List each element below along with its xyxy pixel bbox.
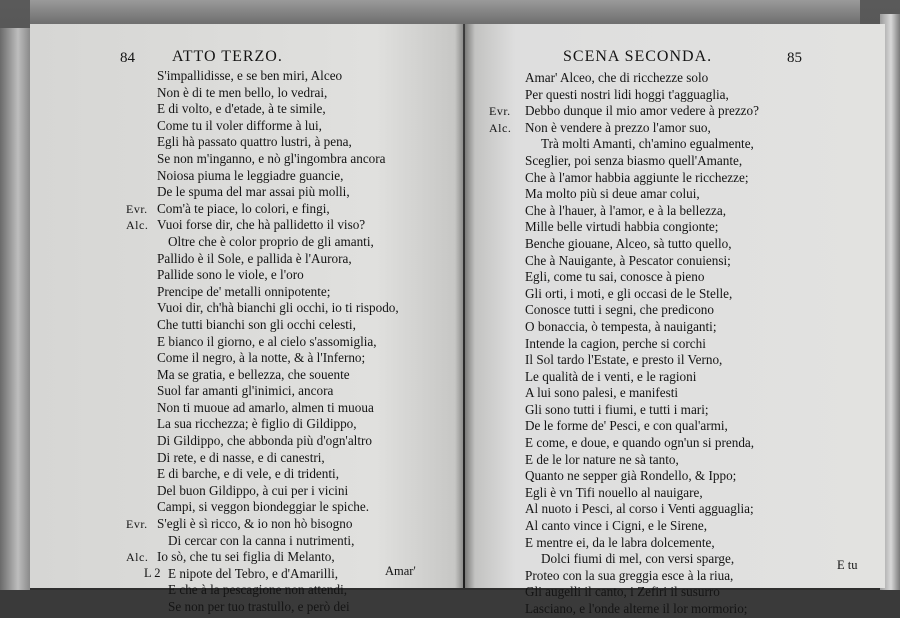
verse-text: Di Gildippo, che abbonda più d'ogn'altro xyxy=(157,433,372,449)
speaker-label: Alc. xyxy=(126,550,149,565)
text-line xyxy=(30,118,463,135)
text-line xyxy=(465,584,885,601)
text-line xyxy=(30,499,463,516)
text-line xyxy=(30,184,463,201)
verse-text: Pallido è il Sole, e pallida è l'Aurora, xyxy=(157,250,352,266)
verse-text: Al nuoto i Pesci, al corso i Venti agguaglia; xyxy=(525,501,754,517)
page-number: 85 xyxy=(787,50,802,66)
verse-text: Prencipe de' metalli onnipotente; xyxy=(157,283,331,299)
speaker-label: Evr. xyxy=(126,201,148,216)
verse-text: Gli sono tutti i fiumi, e tutti i mari; xyxy=(525,401,709,417)
left-page xyxy=(30,24,463,614)
verse-text: Per questi nostri lidi hoggi t'agguaglia, xyxy=(525,86,729,102)
text-line xyxy=(30,251,463,268)
text-line xyxy=(30,217,463,234)
verse-text: Di rete, e di nasse, e di canestri, xyxy=(157,449,325,465)
running-head: SCENA SECONDA. xyxy=(563,48,713,65)
running-head: ATTO TERZO. xyxy=(172,48,283,65)
text-line xyxy=(30,483,463,500)
text-line xyxy=(465,501,885,518)
verse-text: Che à l'amor habbia aggiunte le ricchezze; xyxy=(525,169,749,185)
text-line xyxy=(30,433,463,450)
verse-text: E di barche, e di vele, e di tridenti, xyxy=(157,466,339,482)
verse-text: Gli augelli il canto, i Zefiri il susurro xyxy=(525,584,720,600)
verse-text: E nipote del Tebro, e d'Amarilli, xyxy=(168,565,339,581)
text-line xyxy=(465,535,885,552)
verse-text: Il Sol tardo l'Estate, e presto il Verno, xyxy=(525,352,723,368)
verse-text: E de le lor nature ne sà tanto, xyxy=(525,451,679,467)
text-line xyxy=(465,468,885,485)
text-line xyxy=(465,485,885,502)
verse-text: Proteo con la sua greggia esce à la riua, xyxy=(525,567,734,583)
verse-text: Di cercar con la canna i nutrimenti, xyxy=(168,532,355,548)
text-line xyxy=(465,70,885,87)
verse-text: Campi, si veggon biondeggiar le spiche. xyxy=(157,499,370,515)
text-line xyxy=(465,219,885,236)
verse-text: E di volto, e d'etade, à te simile, xyxy=(157,101,326,117)
verse-text: Suol far amanti gl'inimici, ancora xyxy=(157,383,334,399)
text-line xyxy=(30,234,463,251)
book-gutter xyxy=(455,24,475,588)
verse-text: Egli è vn Tifi nouello al nauigare, xyxy=(525,484,703,500)
verse-text: Debbo dunque il mio amor vedere à prezzo? xyxy=(525,103,759,119)
book-cover-left xyxy=(0,28,30,590)
verse-text: Che tutti bianchi son gli occhi celesti, xyxy=(157,316,356,332)
speaker-label: Evr. xyxy=(126,517,148,532)
verse-text: Benche giouane, Alceo, sà tutto quello, xyxy=(525,235,732,251)
page-number: 84 xyxy=(120,50,135,66)
text-block xyxy=(30,68,463,616)
text-line xyxy=(30,300,463,317)
verse-text: Se non per tuo trastullo, e però dei xyxy=(168,599,350,614)
text-line xyxy=(465,601,885,618)
text-line xyxy=(30,134,463,151)
verse-text: E che à la pescagione non attendi, xyxy=(168,582,348,598)
verse-text: Se non m'inganno, e nò gl'ingombra ancora xyxy=(157,150,386,166)
verse-text: Non ti muoue ad amarlo, almen ti muoua xyxy=(157,399,374,415)
text-line xyxy=(30,516,463,533)
text-line xyxy=(30,68,463,85)
verse-text: Mille belle virtudi habbia congionte; xyxy=(525,219,719,235)
verse-text: Dolci fiumi di mel, con versi sparge, xyxy=(541,551,735,567)
text-line xyxy=(30,450,463,467)
text-line xyxy=(30,400,463,417)
verse-text: Del buon Gildippo, à cui per i vicini xyxy=(157,482,349,498)
verse-text: Intende la cagion, perche si corchi xyxy=(525,335,706,351)
verse-text: Lasciano, e l'onde alterne il lor mormorio; xyxy=(525,601,748,616)
text-line xyxy=(465,87,885,104)
text-line xyxy=(30,466,463,483)
text-line xyxy=(465,302,885,319)
text-line xyxy=(30,201,463,218)
text-line xyxy=(30,383,463,400)
text-line xyxy=(465,568,885,585)
text-line xyxy=(30,151,463,168)
text-line xyxy=(30,317,463,334)
text-line xyxy=(465,203,885,220)
verse-text: Vuoi dir, ch'hà bianchi gli occhi, io ti rispodo, xyxy=(157,300,399,316)
verse-text: Io sò, che tu sei figlia di Melanto, xyxy=(157,549,335,565)
verse-text: Sceglier, poi senza biasmo quell'Amante, xyxy=(525,152,743,168)
verse-text: E mentre ei, da le labra dolcemente, xyxy=(525,534,715,550)
verse-text: Pallide sono le viole, e l'oro xyxy=(157,267,304,283)
text-line xyxy=(465,435,885,452)
text-line xyxy=(465,170,885,187)
verse-text: La sua ricchezza; è figlio di Gildippo, xyxy=(157,416,357,432)
verse-text: De le spuma del mar assai più molli, xyxy=(157,184,350,200)
verse-text: Come tu il voler difforme à lui, xyxy=(157,117,322,133)
verse-text: Com'à te piace, lo colori, e fingi, xyxy=(157,200,330,216)
verse-text: Egli hà passato quattro lustri, à pena, xyxy=(157,134,352,150)
text-line xyxy=(30,582,463,599)
text-line xyxy=(465,336,885,353)
text-line xyxy=(465,402,885,419)
text-line xyxy=(465,186,885,203)
text-line xyxy=(465,236,885,253)
verse-text: Che à Nauigante, à Pescator conuiensi; xyxy=(525,252,731,268)
verse-text: Quanto ne sepper già Rondello, & Ippo; xyxy=(525,468,737,484)
verse-text: Oltre che è color proprio de gli amanti, xyxy=(168,233,374,249)
text-line xyxy=(465,253,885,270)
text-line xyxy=(30,284,463,301)
text-line xyxy=(30,267,463,284)
text-line xyxy=(465,120,885,137)
text-line xyxy=(30,533,463,550)
text-line xyxy=(30,350,463,367)
text-line xyxy=(465,269,885,286)
verse-text: Egli, come tu sai, conosce à pieno xyxy=(525,269,705,285)
verse-text: Che à l'hauer, à l'amor, e à la bellezza, xyxy=(525,202,727,218)
text-line xyxy=(465,352,885,369)
verse-text: Amar' Alceo, che di ricchezze solo xyxy=(525,70,709,85)
text-line xyxy=(465,286,885,303)
speaker-label: Evr. xyxy=(489,104,511,119)
verse-text: Vuoi forse dir, che hà pallidetto il viso? xyxy=(157,217,366,233)
text-line xyxy=(30,416,463,433)
text-block xyxy=(465,70,885,618)
text-line xyxy=(465,518,885,535)
text-line xyxy=(465,418,885,435)
text-line xyxy=(465,452,885,469)
text-line xyxy=(465,319,885,336)
signature-mark: L 2 xyxy=(144,566,161,580)
speaker-label: Alc. xyxy=(489,120,512,135)
verse-text: Non è di te men bello, lo vedrai, xyxy=(157,84,328,100)
text-line xyxy=(465,551,885,568)
text-line xyxy=(30,101,463,118)
verse-text: Al canto vince i Cigni, e le Sirene, xyxy=(525,518,708,534)
verse-text: Come il negro, à la notte, & à l'Inferno; xyxy=(157,350,366,366)
right-page xyxy=(465,24,885,616)
catchword: E tu xyxy=(837,558,858,572)
text-line xyxy=(30,168,463,185)
verse-text: O bonaccia, ò tempesta, à nauiganti; xyxy=(525,318,717,334)
verse-text: A lui sono palesi, e manifesti xyxy=(525,385,679,401)
text-line xyxy=(30,334,463,351)
verse-text: Noiosa piuma le leggiadre guancie, xyxy=(157,167,344,183)
verse-text: Ma molto più si deue amar colui, xyxy=(525,186,700,202)
verse-text: Conosce tutti i segni, che predicono xyxy=(525,302,714,318)
catchword: Amar' xyxy=(385,564,416,578)
verse-text: S'impallidisse, e se ben miri, Alceo xyxy=(157,68,343,83)
text-line xyxy=(465,385,885,402)
text-line xyxy=(465,103,885,120)
text-line xyxy=(465,369,885,386)
verse-text: Trà molti Amanti, ch'amino egualmente, xyxy=(541,136,754,152)
verse-text: Gli orti, i moti, e gli occasi de le Stelle, xyxy=(525,285,733,301)
text-line xyxy=(30,367,463,384)
verse-text: Non è vendere à prezzo l'amor suo, xyxy=(525,119,711,135)
text-line xyxy=(30,599,463,616)
verse-text: E bianco il giorno, e al cielo s'assomiglia, xyxy=(157,333,377,349)
text-line xyxy=(465,136,885,153)
verse-text: S'egli è sì ricco, & io non hò bisogno xyxy=(157,516,353,532)
book-edge-top xyxy=(30,0,860,24)
verse-text: De le forme de' Pesci, e con qual'armi, xyxy=(525,418,728,434)
text-line xyxy=(30,85,463,102)
verse-text: Le qualità de i venti, e le ragioni xyxy=(525,368,697,384)
verse-text: Ma se gratia, e bellezza, che souente xyxy=(157,366,350,382)
verse-text: E come, e doue, e quando ogn'un si prenda, xyxy=(525,435,755,451)
text-line xyxy=(465,153,885,170)
speaker-label: Alc. xyxy=(126,218,149,233)
